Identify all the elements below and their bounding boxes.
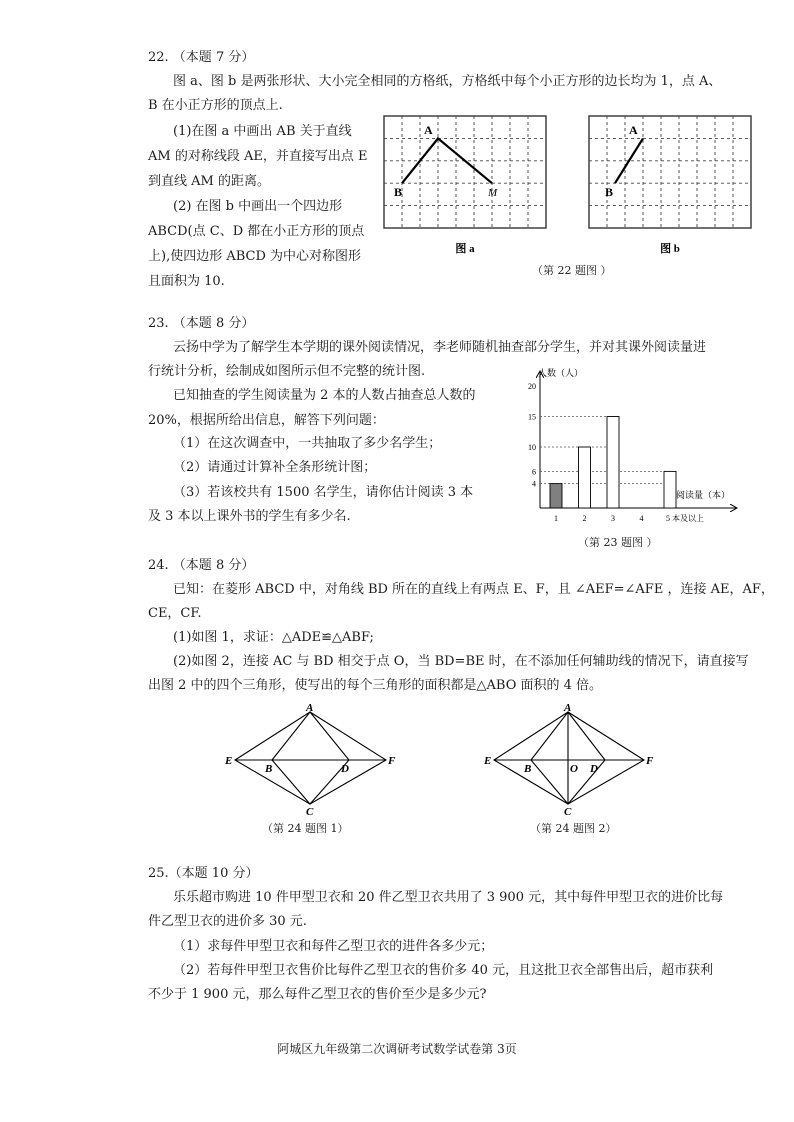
q23-part3-line2: 及 3 本以上课外书的学生有多少名. bbox=[148, 509, 351, 524]
q22-intro-line1: 图 a、图 b 是两张形状、大小完全相同的方格纸，方格纸中每个小正方形的边长均为 1，点 A、 bbox=[173, 74, 722, 89]
q22-intro-line2: B 在小正方形的顶点上. bbox=[148, 98, 283, 113]
q24-figure-2-caption: （第 24 题图 2） bbox=[530, 822, 617, 835]
q23-given-line1: 已知抽查的学生阅读量为 2 本的人数占抽查总人数的 bbox=[173, 388, 476, 403]
q22-part2-line1: (2) 在图 b 中画出一个四边形 bbox=[173, 199, 343, 214]
q25-part2-line1: （2）若每件甲型卫衣售价比每件乙型卫衣的售价多 40 元，且这批卫衣全部售出后，超市获利 bbox=[173, 963, 714, 978]
chart-x-axis-label: 阅读量（本） bbox=[676, 490, 731, 500]
q25-intro-line2: 件乙型卫衣的进价多 30 元. bbox=[148, 914, 307, 929]
chart-x-tick-label: 3 bbox=[611, 514, 615, 523]
chart-y-tick-label: 20 bbox=[528, 382, 536, 391]
q24-part2-line1: (2)如图 2，连接 AC 与 BD 相交于点 O，当 BD=BE 时，在不添加任何辅助线的情况下，请直接写 bbox=[173, 654, 749, 669]
fig2-label-o: O bbox=[570, 763, 578, 775]
fig1-label-f: F bbox=[388, 755, 396, 767]
q24-figure-2 bbox=[484, 702, 659, 818]
q24-header: 24. （本题 8 分） bbox=[148, 558, 255, 573]
fig2-label-d: D bbox=[590, 763, 598, 775]
chart-x-tick-label: 2 bbox=[582, 514, 587, 523]
fig-b-label-b: B bbox=[605, 185, 614, 199]
q22-part2-line4: 且面积为 10. bbox=[148, 274, 225, 289]
fig-b-label-a: A bbox=[629, 123, 638, 137]
fig-a-label-m: M bbox=[488, 187, 498, 199]
chart-x-tick-label: 5 本及以上 bbox=[666, 514, 704, 523]
fig1-label-d: D bbox=[341, 763, 349, 775]
fig2-label-f: F bbox=[646, 755, 654, 767]
q24-intro-line2: CE，CF. bbox=[148, 606, 202, 621]
chart-bar bbox=[579, 447, 591, 508]
fig1-label-a: A bbox=[306, 702, 314, 714]
q22-part1-line2: AM 的对称线段 AE，并直接写出点 E bbox=[148, 149, 368, 164]
fig1-label-b: B bbox=[265, 763, 273, 775]
q23-caption: （第 23 题图 ） bbox=[578, 536, 658, 549]
q23-part2: （2）请通过计算补全条形统计图； bbox=[173, 460, 377, 475]
q22-part1-line3: 到直线 AM 的距离。 bbox=[148, 174, 270, 189]
chart-y-tick-label: 4 bbox=[532, 479, 536, 489]
fig1-label-c: C bbox=[306, 806, 314, 818]
chart-y-tick-label: 15 bbox=[528, 412, 536, 422]
chart-y-axis-label: 人数（人） bbox=[538, 368, 584, 378]
q24-figure-1 bbox=[225, 702, 396, 818]
q25-intro-line1: 乐乐超市购进 10 件甲型卫衣和 20 件乙型卫衣共用了 3 900 元，其中每件甲型卫衣的进价比每 bbox=[173, 890, 724, 905]
q23-part1: （1）在这次调查中，一共抽取了多少名学生； bbox=[173, 436, 442, 451]
fig-b-caption: 图 b bbox=[660, 243, 680, 255]
q23-given-line2: 20%，根据所给出信息，解答下列问题： bbox=[148, 413, 385, 428]
chart-x-tick-label: 4 bbox=[639, 514, 644, 523]
q22-caption: （第 22 题图 ） bbox=[532, 264, 612, 277]
fig1-label-e: E bbox=[225, 755, 233, 767]
fig-a-label-a: A bbox=[424, 123, 433, 137]
q23-header: 23. （本题 8 分） bbox=[148, 316, 255, 331]
q24-intro-line1: 已知：在菱形 ABCD 中，对角线 BD 所在的直线上有两点 E、F，且 ∠AEF=∠AFE ，连接 AE，AF， bbox=[173, 582, 774, 597]
chart-x-tick-label: 1 bbox=[554, 514, 558, 523]
q25-part2-line2: 不少于 1 900 元，那么每件乙型卫衣的售价至少是多少元? bbox=[148, 987, 487, 1002]
q22-header: 22. （本题 7 分） bbox=[148, 50, 255, 65]
q22-figure-a bbox=[380, 112, 550, 260]
q22-figure-b bbox=[585, 112, 755, 260]
fig-a-label-b: B bbox=[394, 185, 403, 199]
q23-part3-line1: （3）若该校共有 1500 名学生，请你估计阅读 3 本 bbox=[173, 485, 474, 500]
q22-part2-line2: ABCD(点 C、D 都在小正方形的顶点 bbox=[148, 224, 365, 239]
q24-part2-line2: 出图 2 中的四个三角形，使写出的每个三角形的面积都是△ABO 面积的 4 倍。 bbox=[148, 678, 603, 693]
chart-bar bbox=[664, 471, 676, 508]
fig2-label-e: E bbox=[484, 755, 492, 767]
q24-figure-1-caption: （第 24 题图 1） bbox=[262, 822, 349, 835]
q23-bar-chart bbox=[500, 362, 740, 532]
fig-a-caption: 图 a bbox=[455, 243, 475, 255]
fig2-label-b: B bbox=[524, 763, 532, 775]
q25-part1: （1）求每件甲型卫衣和每件乙型卫衣的进件各多少元； bbox=[173, 939, 494, 954]
q22-part2-line3: 上),使四边形 ABCD 为中心对称图形 bbox=[148, 249, 362, 264]
q22-part1-line1: (1)在图 a 中画出 AB 关于直线 bbox=[173, 124, 352, 139]
chart-y-tick-label: 6 bbox=[532, 467, 536, 477]
chart-bar bbox=[550, 484, 562, 508]
chart-y-tick-label: 10 bbox=[528, 443, 536, 452]
fig2-label-c: C bbox=[564, 806, 572, 818]
page-footer: 阿城区九年级第二次调研考试数学试卷第 3页 bbox=[277, 1042, 517, 1056]
chart-bar bbox=[607, 417, 619, 509]
q25-header: 25.（本题 10 分） bbox=[148, 866, 259, 881]
q23-intro-line1: 云扬中学为了解学生本学期的课外阅读情况，李老师随机抽查部分学生，并对其课外阅读量进 bbox=[173, 340, 707, 355]
fig2-label-a: A bbox=[564, 702, 572, 714]
q23-intro-line2: 行统计分析，绘制成如图所示但不完整的统计图. bbox=[148, 364, 426, 379]
q24-part1: (1)如图 1，求证：△ADE≌△ABF; bbox=[173, 630, 374, 645]
